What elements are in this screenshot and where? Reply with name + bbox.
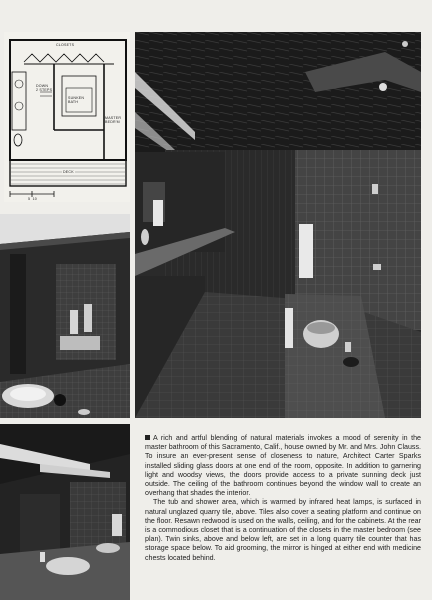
caption-paragraph-1-text: A rich and artful blending of natural materials invokes a mood of serenity in the master bathroom of this Sacramento, Calif., house owned by Mr. and Mrs. John Clauss. To insure an ever-present sense of closeness to nature, Architect Carter Sparks installed sliding glass doors at one end of the room, opposite. In addition to garnering light and woodsy views, the doors provide access to a private sunning deck just outside. The ceiling of the bathroom continues beyond the window wall to create an overhang that shades the interior. xyxy=(145,434,421,498)
caption-paragraph-2: The tub and shower area, which is warmed by infrared heat lamps, is surfaced in natural unglazed quarry tile, above. Tiles also cover a seating platform and continue on the floor. Resawn redwood is used on the walls, ceiling, and for the cabinets. At the rear is a commodious closet that is a continuation of the closets in the master bedroom (see plan). Twin sinks, above and below left, are set in a long quarry tile counter that has storage space below. To aid grooming, the mirror is hinged at either end with medicine chests located behind. xyxy=(145,498,421,562)
plan-scale-label: 5 10 xyxy=(28,197,37,201)
bathroom-main-photo xyxy=(135,32,421,418)
floor-plan xyxy=(4,32,130,202)
plan-label-closets: CLOSETS xyxy=(56,43,75,47)
bathroom-sinks-photo xyxy=(0,424,130,600)
bathroom-tub-photo xyxy=(0,214,130,418)
article-caption xyxy=(145,434,421,563)
caption-paragraph-1 xyxy=(145,434,421,498)
plan-label-deck: DECK xyxy=(63,170,74,174)
plan-label-sunken-bath: SUNKEN BATH xyxy=(68,96,85,104)
plan-label-down-steps: DOWN 2 STEPS xyxy=(36,84,53,92)
bullet-icon xyxy=(145,435,150,440)
plan-label-master-bedroom: MASTER BEDR'M xyxy=(105,116,122,124)
